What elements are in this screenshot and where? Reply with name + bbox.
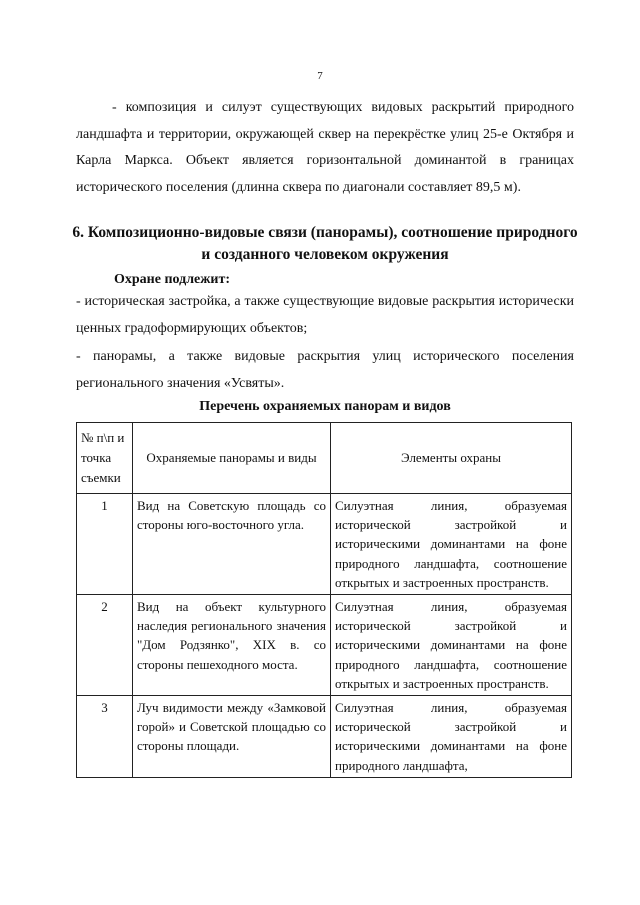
page-number: 7: [317, 70, 323, 82]
row-view: Луч видимости между «Замковой горой» и Советской площадью со стороны площади.: [133, 696, 331, 778]
table-header-row: [77, 423, 572, 494]
protection-label: Охране подлежит:: [114, 272, 231, 287]
header-view: Охраняемые панорамы и виды: [133, 423, 331, 494]
row-number: 1: [77, 494, 133, 595]
table-row: [77, 595, 572, 696]
section-heading: 6. Композиционно-видовые связи (панорамы), соотношение природного и созданного человеком окружения: [72, 224, 578, 263]
row-view: Вид на объект культурного наследия регионального значения "Дом Родзянко", XIX в. со стороны пешеходного моста.: [133, 595, 331, 696]
row-elements: Силуэтная линия, образуемая исторической застройкой и историческими доминантами на фоне природного ландшафта,: [331, 696, 572, 778]
panoramas-table: [76, 422, 572, 778]
table-row: [77, 696, 572, 778]
header-elements: Элементы охраны: [331, 423, 572, 494]
protected-item-2: - панорамы, а также видовые раскрытия улиц исторического поселения регионального значения «Усвяты».: [76, 349, 574, 391]
table-title: Перечень охраняемых панорам и видов: [199, 399, 451, 414]
intro-paragraph: - композиция и силуэт существующих видовых раскрытий природного ландшафта и территории, окружающей сквер на перекрёстке улиц 25-е Октября и Карла Маркса. Объект является горизонтальной доминантой в границах исторического поселения (длинна сквера по диагонали составляет 89,5 м).: [76, 100, 574, 195]
header-number: № п\п и точка съемки: [77, 423, 133, 494]
table-row: [77, 494, 572, 595]
row-elements: Силуэтная линия, образуемая исторической застройкой и историческими доминантами на фоне природного ландшафта, соотношение открытых и застроенных пространств.: [331, 494, 572, 595]
row-number: 3: [77, 696, 133, 778]
protected-item-1: - историческая застройка, а также существующие видовые раскрытия исторически ценных градоформирующих объектов;: [76, 294, 574, 336]
row-number: 2: [77, 595, 133, 696]
row-elements: Силуэтная линия, образуемая исторической застройкой и историческими доминантами на фоне природного ландшафта, соотношение открытых и застроенных пространств.: [331, 595, 572, 696]
row-view: Вид на Советскую площадь со стороны юго-восточного угла.: [133, 494, 331, 595]
